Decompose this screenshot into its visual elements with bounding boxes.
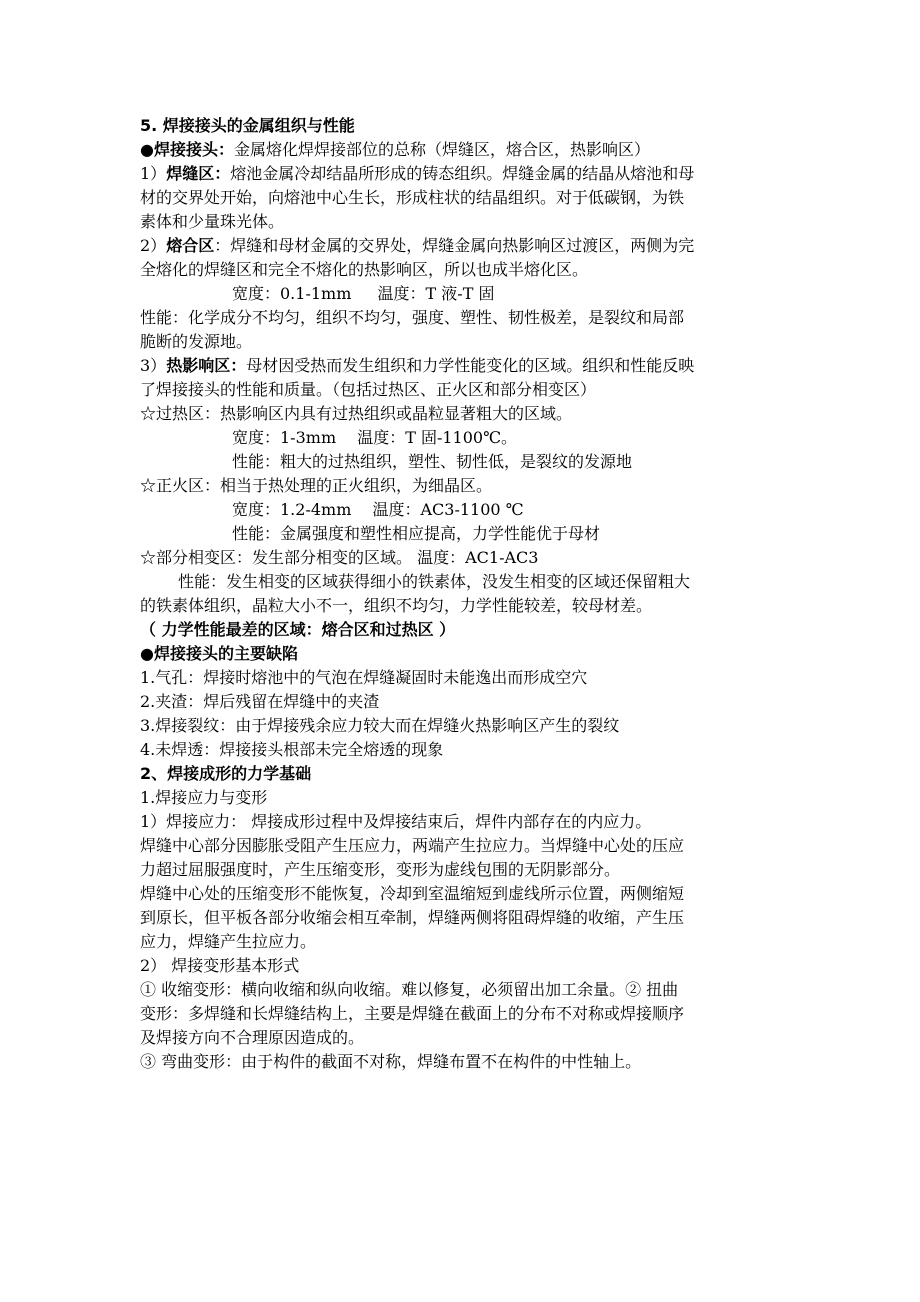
defect-incomplete-penetration: 4.未焊透：焊接接头根部未完全熔透的现象 <box>140 740 444 759</box>
fusion-zone-line-1 <box>140 234 780 258</box>
deformation-title: 2） 焊接变形基本形式 <box>140 956 300 975</box>
joint-label: ●焊接接头： <box>140 140 234 159</box>
worst-zone-note: （ 力学性能最差的区域：熔合区和过热区 ） <box>140 620 456 639</box>
weld-zone-text: 熔池金属冷却结晶所形成的铸态组织。焊缝金属的结晶从熔池和母 <box>230 164 695 183</box>
haz-text: 母材因受热而发生组织和力学性能变化的区域。组织和性能反映 <box>246 356 695 375</box>
fusion-zone-text: ：焊缝和母材金属的交界处，焊缝金属向热影响区过渡区，两侧为完 <box>214 236 695 255</box>
haz-line-1 <box>140 354 780 378</box>
weld-zone-number: 1） <box>140 164 167 183</box>
fusion-zone-line-2: 全熔化的焊缝区和完全不熔化的热影响区，所以也成半熔化区。 <box>140 260 589 279</box>
partial-property-2: 的铁素体组织，晶粒大小不一，组织不均匀，力学性能较差，较母材差。 <box>140 596 653 615</box>
normalized-property: 性能：金属强度和塑性相应提高，力学性能优于母材 <box>232 524 601 543</box>
haz-line-2: 了焊接接头的性能和质量。（包括过热区、正火区和部分相变区） <box>140 380 597 399</box>
deformation-1-line-1: ① 收缩变形：横向收缩和纵向收缩。难以修复，必须留出加工余量。② 扭曲 <box>140 980 679 999</box>
stress-paragraph-2-line-2: 到原长，但平板各部分收缩会相互牵制，焊缝两侧将阻碍焊缝的收缩，产生压 <box>140 908 685 927</box>
welding-stress-definition: 1）焊接应力： 焊接成形过程中及焊接结束后，焊件内部存在的内应力。 <box>140 812 652 831</box>
section-2-title: 2、焊接成形的力学基础 <box>140 764 312 783</box>
overheat-zone: ☆过热区：热影响区内具有过热组织或晶粒显著粗大的区域。 <box>140 404 573 423</box>
haz-label: 热影响区： <box>166 356 247 375</box>
defect-crack: 3.焊接裂纹：由于焊接残余应力较大而在焊缝火热影响区产生的裂纹 <box>140 716 620 735</box>
deformation-bending: ③ 弯曲变形：由于构件的截面不对称，焊缝布置不在构件的中性轴上。 <box>140 1052 642 1071</box>
haz-number: 3） <box>140 356 167 375</box>
weld-zone-label: 焊缝区： <box>166 164 231 183</box>
stress-paragraph-2-line-1: 焊缝中心处的压缩变形不能恢复，冷却到室温缩短到虚线所示位置，两侧缩短 <box>140 884 685 903</box>
normalized-zone: ☆正火区：相当于热处理的正火组织，为细晶区。 <box>140 476 493 495</box>
partial-transformation-zone: ☆部分相变区：发生部分相变的区域。 温度：AC1-AC3 <box>140 548 539 567</box>
fusion-zone-width: 宽度：0.1-1mm 温度：T 液-T 固 <box>232 284 495 303</box>
fusion-zone-number: 2） <box>140 236 167 255</box>
fusion-zone-property-2: 脆断的发源地。 <box>140 332 253 351</box>
weld-zone-line-1 <box>140 162 780 186</box>
fusion-zone-label: 熔合区 <box>166 236 215 255</box>
deformation-1-line-3: 及焊接方向不合理原因造成的。 <box>140 1028 365 1047</box>
weld-zone-line-3: 素体和少量珠光体。 <box>140 212 285 231</box>
section-5-title: 5. 焊接接头的金属组织与性能 <box>140 116 355 135</box>
stress-deformation-title: 1.焊接应力与变形 <box>140 788 268 807</box>
defect-slag: 2.夹渣：焊后残留在焊缝中的夹渣 <box>140 692 380 711</box>
document-body <box>140 114 780 1074</box>
overheat-width: 宽度：1-3mm 温度：T 固-1100℃。 <box>232 428 517 447</box>
stress-paragraph-2-line-3: 应力，焊缝产生拉应力。 <box>140 932 317 951</box>
stress-paragraph-1-line-1: 焊缝中心部分因膨胀受阻产生压应力，两端产生拉应力。当焊缝中心处的压应 <box>140 836 685 855</box>
fusion-zone-property-1: 性能：化学成分不均匀，组织不均匀，强度、塑性、韧性极差，是裂纹和局部 <box>140 308 685 327</box>
joint-definition <box>140 138 780 162</box>
partial-property-1: 性能：发生相变的区域获得细小的铁素体，没发生相变的区域还保留粗大 <box>178 572 691 591</box>
normalized-width: 宽度：1.2-4mm 温度：AC3-1100 ℃ <box>232 500 524 519</box>
overheat-property: 性能：粗大的过热组织，塑性、韧性低，是裂纹的发源地 <box>232 452 633 471</box>
defect-porosity: 1.气孔：焊接时熔池中的气泡在焊缝凝固时未能逸出而形成空穴 <box>140 668 588 687</box>
weld-zone-line-2: 材的交界处开始，向熔池中心生长，形成柱状的结晶组织。对于低碳钢，为铁 <box>140 188 685 207</box>
stress-paragraph-1-line-2: 力超过屈服强度时，产生压缩变形，变形为虚线包围的无阴影部分。 <box>140 860 621 879</box>
joint-text: 金属熔化焊焊接部位的总称（焊缝区，熔合区，热影响区） <box>233 140 650 159</box>
deformation-1-line-2: 变形：多焊缝和长焊缝结构上，主要是焊缝在截面上的分布不对称或焊接顺序 <box>140 1004 685 1023</box>
defects-title: ●焊接接头的主要缺陷 <box>140 644 298 663</box>
